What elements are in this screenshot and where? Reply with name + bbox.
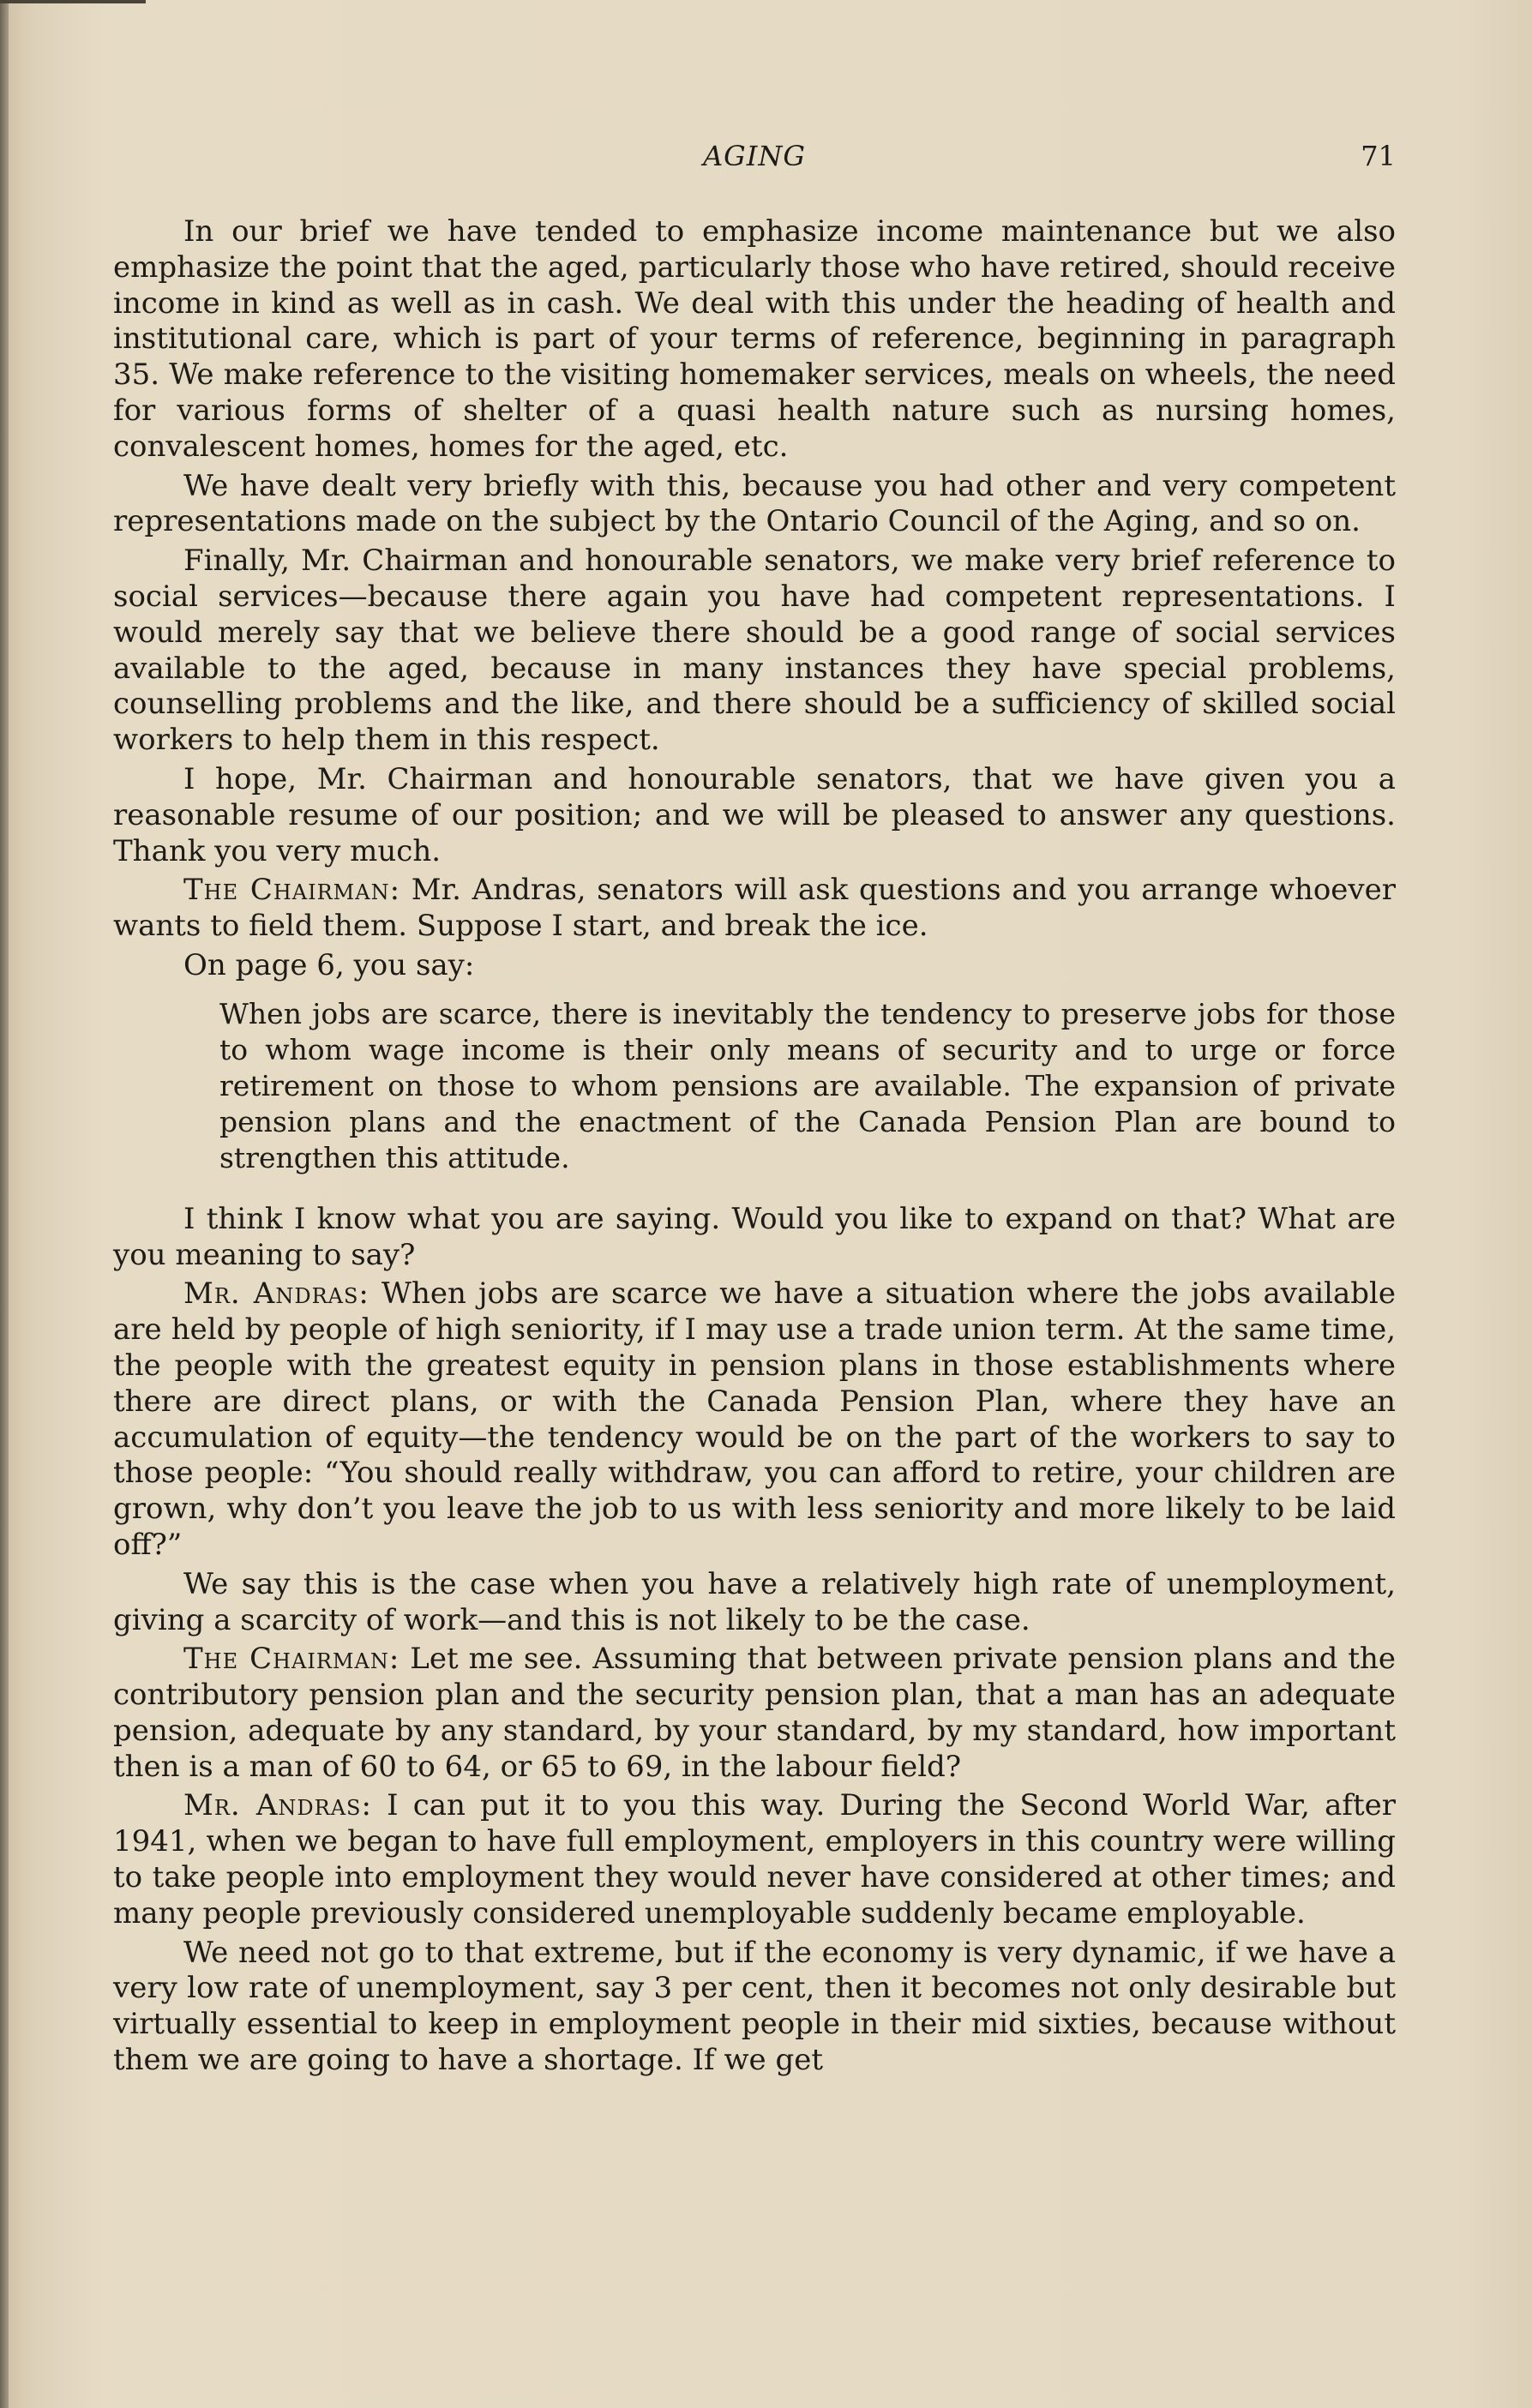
paragraph (113, 873, 1396, 945)
paragraph (113, 1788, 1396, 1931)
paragraph: In our brief we have tended to emphasize income maintenance but we also emphasize the point that the aged, particularly those who have retired, should receive income in kind as well as in cash. We deal with this under the heading of health and institutional care, which is part of your terms of reference, beginning in paragraph 35. We make reference to the visiting homemaker services, meals on wheels, the need for various forms of shelter of a quasi health nature such as nursing homes, convalescent homes, homes for the aged, etc. (113, 214, 1396, 464)
paragraph: On page 6, you say: (183, 947, 475, 982)
speaker-label: Mr. Andras: (183, 1788, 372, 1823)
paragraph: Finally, Mr. Chairman and honourable senators, we make very brief reference to social services—because there again you have had competent representations. I would merely say that we believe there should be a good range of social services available to the aged, because in many instances they have special problems, counselling problems and the like, and there should be a sufficiency of skilled social workers to help them in this respect. (113, 543, 1396, 758)
page-body (113, 214, 1396, 2082)
speech-text: Mr. Andras, senators will ask questions and you arrange whoever wants to field them. Suppose I start, and break the ice. (113, 873, 1396, 944)
running-title: AGING (703, 140, 806, 172)
paragraph: We have dealt very briefly with this, because you had other and very competent representations made on the subject by the Ontario Council of the Aging, and so on. (113, 468, 1396, 539)
block-quote: When jobs are scarce, there is inevitably the tendency to preserve jobs for those to whom wage income is their only means of security and to urge or force retirement on those to whom pensions are available. The expansion of private pension plans and the enactment of the Canada Pension Plan are bound to strengthen this attitude. (219, 996, 1396, 1174)
speaker-label: The Chairman: (183, 873, 401, 908)
paragraph (113, 1276, 1396, 1563)
speaker-label: Mr. Andras: (183, 1276, 369, 1312)
page-number: 71 (1361, 140, 1396, 172)
paragraph: I think I know what you are saying. Would you like to expand on that? What are you meaning to say? (113, 1201, 1396, 1272)
speech-text: When jobs are scarce we have a situation where the jobs available are held by people of high seniority, if I may use a trade union term. At the same time, the people with the greatest equity in pension plans in those establishments where there are direct plans, or with the Canada Pension Plan, where they have an accumulation of equity—the tendency would be on the part of the workers to say to those people: “You should really withdraw, you can afford to retire, your children are grown, why don’t you leave the job to us with less seniority and more likely to be laid off?” (113, 1276, 1396, 1562)
page-spine-shadow (0, 0, 9, 2408)
paragraph: We need not go to that extreme, but if the economy is very dynamic, if we have a very low rate of unemployment, say 3 per cent, then it becomes not only desirable but virtually essential to keep in employment people in their mid sixties, because without them we are going to have a shortage. If we get (113, 1935, 1396, 2078)
top-edge-mark (0, 0, 146, 3)
paragraph (113, 1642, 1396, 1785)
speaker-label: The Chairman: (183, 1642, 400, 1677)
paragraph: We say this is the case when you have a relatively high rate of unemployment, giving a scarcity of work—and this is not likely to be the case. (113, 1566, 1396, 1637)
speech-text: Let me see. Assuming that between private pension plans and the contributory pension plan and the security pension plan, that a man has an adequate pension, adequate by any standard, by your standard, by my standard, how important then is a man of 60 to 64, or 65 to 69, in the labour field? (113, 1642, 1397, 1784)
running-header (113, 140, 1396, 179)
paragraph: I hope, Mr. Chairman and honourable senators, that we have given you a reasonable resume of our position; and we will be pleased to answer any questions. Thank you very much. (113, 761, 1396, 868)
speech-text: I can put it to you this way. During the Second World War, after 1941, when we began to have full employment, employers in this country were willing to take people into employment they would never have considered at other times; and many people previously considered unemployable suddenly became employable. (113, 1788, 1396, 1931)
